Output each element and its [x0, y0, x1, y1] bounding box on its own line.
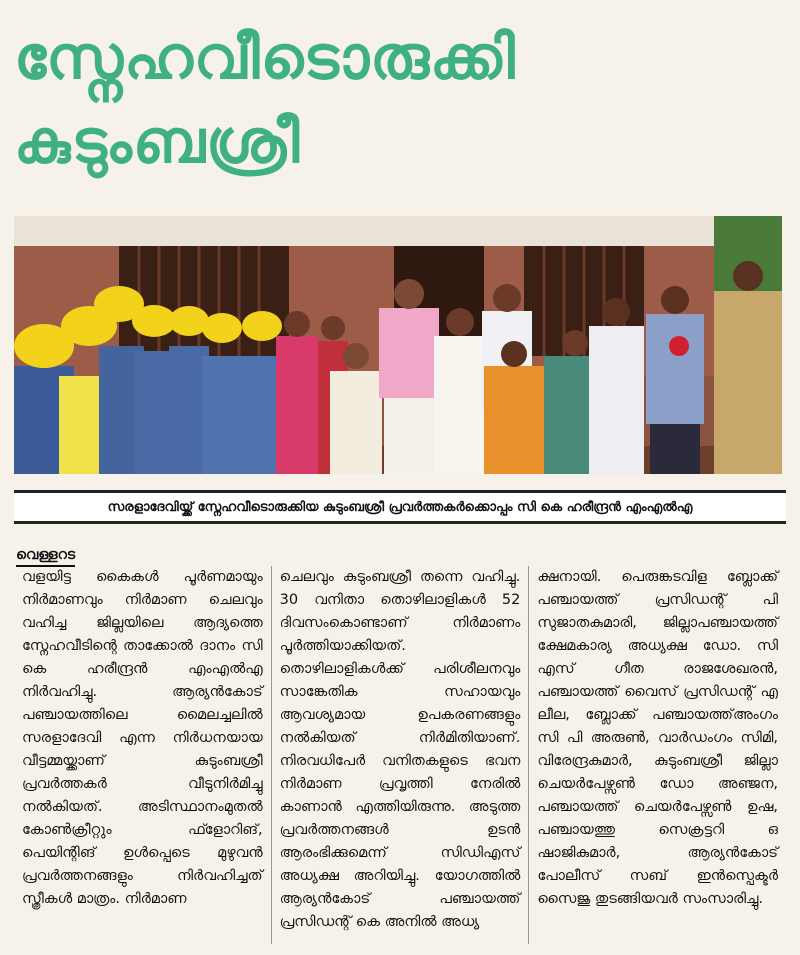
article-body — [14, 566, 786, 944]
photo-caption: സരളാദേവിയ്ക്ക് സ്നേഹവീടൊരുക്കിയ കുടുംബശ്രീ പ്രവർത്തകർക്കൊപ്പം സി കെ ഹരീന്ദ്രൻ എംഎൽഎ — [107, 499, 693, 515]
article-column-2 — [271, 566, 529, 944]
photo-caption-bar — [14, 490, 786, 524]
article-column-3 — [528, 566, 786, 944]
headline-line-1: സ്നേഹവീടൊരുക്കി — [14, 23, 516, 93]
headline — [14, 16, 786, 184]
article-column-1 — [14, 566, 271, 944]
dateline: വെള്ളറട — [16, 547, 75, 567]
article-column-3-text: ക്ഷനായി. പെരുങ്കടവിള ബ്ലോക്ക് പഞ്ചായത്ത് പ്രസിഡന്റ് പി സുജാതകുമാരി, ജില്ലാപഞ്ചായത്ത് ക്ഷേമകാര്യ അധ്യക്ഷ ഡോ. സി എസ് ഗീത രാജശേഖരൻ, പഞ്ചായത്ത് വൈസ് പ്രസിഡന്റ് എ ലീല, ബ്ലോക്ക് പഞ്ചായത്ത്അംഗം സി പി അരുൺ, വാർഡംഗം സിമി, വിരേന്ദ്രകുമാർ, കുടുംബശ്രീ ജില്ലാ ചെയർപേഴ്സൺ ഡോ അഞ്ജന, പഞ്ചായത്ത് ചെയർപേഴ്സൺ ഉഷ, പഞ്ചായത്തു സെക്രട്ടറി ഒ ഷാജികുമാർ, ആര്യൻകോട് പോലീസ് സബ് ഇൻസ്പെക്ടർ സൈജു തുടങ്ങിയവർ സംസാരിച്ചു. — [537, 569, 779, 907]
article-column-2-text: ചെലവും കുടുംബശ്രീ തന്നെ വഹിച്ചു. 30 വനിതാ തൊഴിലാളികൾ 52 ദിവസംകൊണ്ടാണ് നിർമാണം പൂർത്തിയാക്കിയത്. തൊഴിലാളികൾക്ക് പരിശീലനവും സാങ്കേതിക സഹായവും ആവശ്യമായ ഉപകരണങ്ങളും നൽകിയത് നിർമിതിയാണ്. നിരവധിപേർ വനിതകളുടെ ഭവന നിർമാണ പ്രവൃത്തി നേരിൽ കാണാൻ എത്തിയിരുന്നു. അടുത്ത പ്രവർത്തനങ്ങൾ ഉടൻ ആരംഭിക്കുമെന്ന് സിഡിഎസ് അധ്യക്ഷ അറിയിച്ചു. യോഗത്തിൽ ആര്യൻകോട് പഞ്ചായത്ത് പ്രസിഡന്റ് കെ അനിൽ അധ്യ — [279, 569, 521, 930]
group-photo-illustration — [14, 216, 782, 474]
group-photo — [14, 216, 782, 474]
headline-line-2: കുടുംബശ്രീ — [14, 107, 301, 177]
article-column-1-text: വളയിട്ട കൈകൾ പൂർണമായും നിർമാണവും നിർമാണ ചെലവും വഹിച്ച ജില്ലയിലെ ആദ്യത്തെ സ്നേഹവീടിന്റെ താക്കോൽ ദാനം സി കെ ഹരീന്ദ്രൻ എംഎൽഎ നിർവഹിച്ചു. ആര്യൻകോട് പഞ്ചായത്തിലെ മൈലച്ചലിൽ സരളാദേവി എന്ന നിർധനയായ വീട്ടമ്മയ്ക്കാണ് കുടുംബശ്രീ പ്രവർത്തകർ വീടുനിർമിച്ചു നൽകിയത്. അടിസ്ഥാനംമുതൽ കോൺക്രീറ്റും ഫ്ളോറിങ്, പെയിന്റിങ് ഉൾപ്പെടെ മുഴുവൻ പ്രവർത്തനങ്ങളും നിർവഹിച്ചത് സ്ത്രീകൾ മാത്രം. നിർമാണ — [22, 569, 263, 907]
